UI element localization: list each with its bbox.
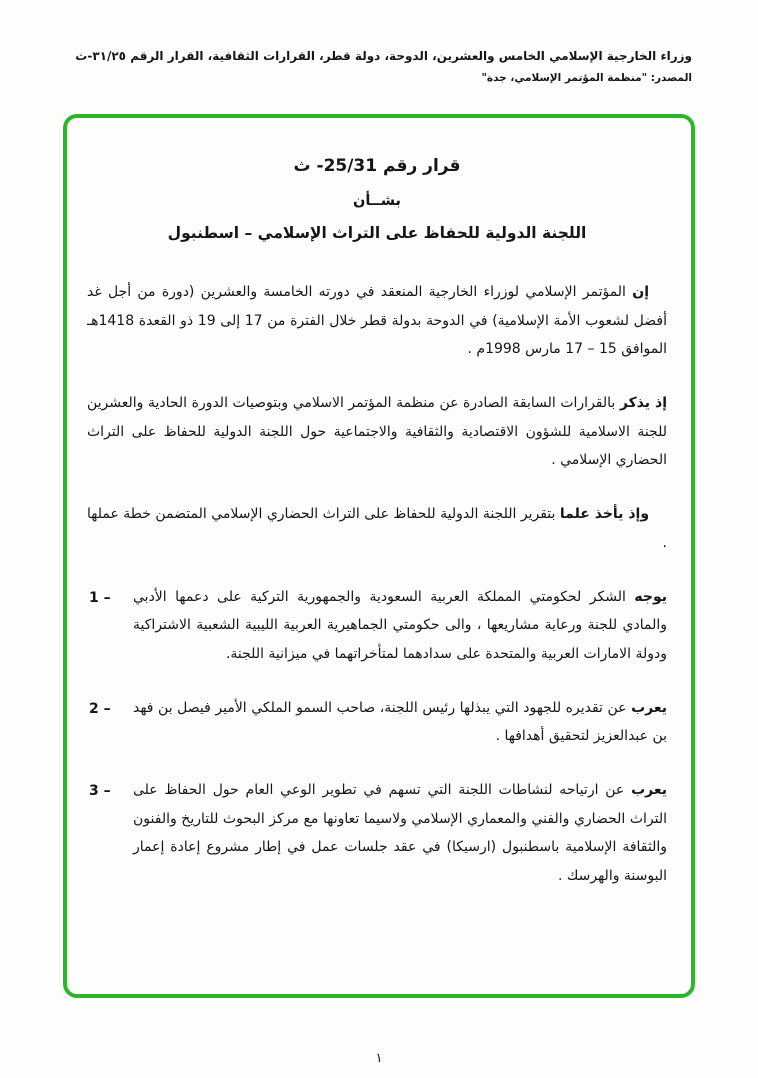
paragraph-lead: إذ يذكر — [619, 395, 667, 412]
item-number: 2 – — [89, 700, 111, 717]
preamble-paragraph-2 — [87, 389, 667, 475]
header-citation: وزراء الخارجية الإسلامي الخامس والعشرين، الدوحة، دولة قطر، القرارات الثقافية، القرار الرقم ٣١/٢٥-ث — [75, 49, 692, 63]
item-lead: يعرب — [631, 781, 668, 798]
item-text: الشكر لحكومتي المملكة العربية السعودية والجمهورية التركية على دعمها الأدبي والمادي للجنة ورعاية مشاريعها ، والى حكومتي الجماهيرية العربية الليبية الشعبية الاشتراكية ودولة الامارات العربية والمتحدة على سدادهما لمتأخراتهما في ميزانية اللجنة. — [133, 588, 667, 662]
item-number: 1 – — [89, 589, 111, 606]
operative-item-3 — [87, 776, 667, 891]
resolution-frame — [63, 114, 695, 998]
resolution-number-title: قرار رقم 25/31- ث — [293, 156, 461, 176]
paragraph-text: المؤتمر الإسلامي لوزراء الخارجية المنعقد في دورته الخامسة والعشرين (دورة من أجل غد أفضل لشعوب الأمة الإسلامية) في الدوحة بدولة قطر خلال الفترة من 17 إلى 19 ذو القعدة 1418هـ الموافق 15 – 17 مارس 1998م . — [87, 284, 667, 358]
preamble-paragraph-3 — [87, 500, 667, 557]
item-lead: يوجه — [634, 588, 668, 605]
page-header — [60, 48, 692, 84]
page-number: ١ — [375, 1051, 383, 1066]
resolution-subtitle: اللجنة الدولية للحفاظ على التراث الإسلامي – اسطنبول — [167, 224, 587, 242]
item-text: عن تقديره للجهود التي يبذلها رئيس اللجنة، صاحب السمو الملكي الأمير فيصل بن فهد بن عبدالعزيز لتحقيق أهدافها . — [133, 699, 667, 745]
header-source: المصدر: "منظمة المؤتمر الإسلامي، جدة" — [481, 71, 692, 84]
operative-item-1 — [87, 583, 667, 669]
subject-label: بشــأن — [353, 193, 401, 209]
paragraph-text: بالقرارات السابقة الصادرة عن منظمة المؤتمر الاسلامي وبتوصيات الدورة الحادية والعشرين للجنة الاسلامية للشؤون الاقتصادية والثقافية والاجتماعية حول اللجنة الدولية للحفاظ على التراث الحضاري الإسلامي . — [87, 395, 667, 469]
item-number: 3 – — [89, 782, 111, 799]
operative-item-2 — [87, 694, 667, 751]
item-lead: يعرب — [631, 699, 668, 716]
paragraph-lead: وإذ يأخذ علما — [559, 506, 650, 523]
preamble-paragraph-1 — [87, 278, 667, 364]
paragraph-text: بتقرير اللجنة الدولية للحفاظ على التراث الحضاري الإسلامي المتضمن خطة عملها . — [87, 506, 667, 551]
paragraph-lead: إن — [632, 284, 649, 300]
item-text: عن ارتياحه لنشاطات اللجنة التي تسهم في تطوير الوعي العام حول الحفاظ على التراث الحضاري والفني والمعماري الإسلامي ولاسيما تعاونها مع مركز البحوث للتاريخ والفنون والثقافة الإسلامية باسطنبول (ارسيكا) في عقد جلسات عمل في إطار مشروع إعادة إعمار البوسنة والهرسك . — [133, 781, 667, 884]
